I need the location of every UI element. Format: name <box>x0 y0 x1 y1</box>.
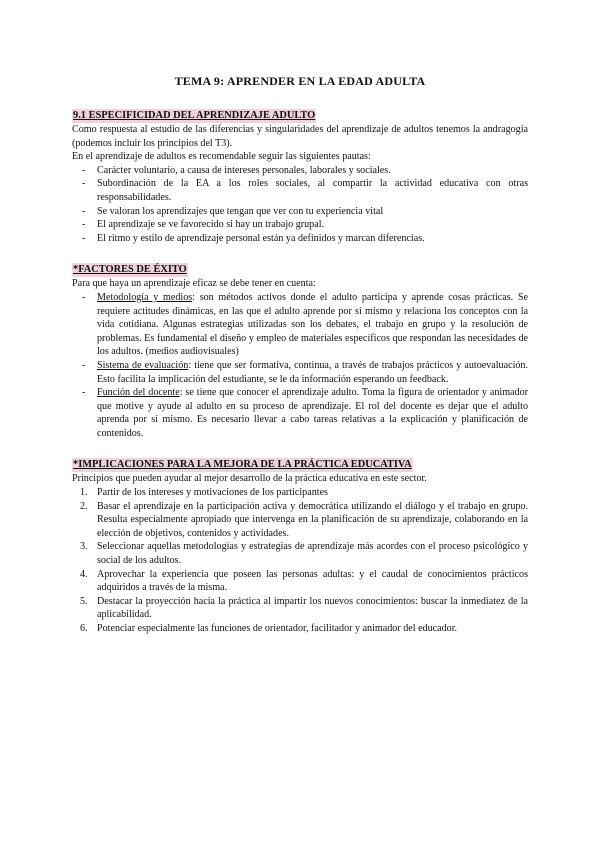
list-item: - Metodología y medios: son métodos activos donde el adulto participa y aprende cosas prácticas. Se requiere actitudes dinámicas, en las que el adulto aprende por sí mismo y relaciona los conceptos con la vida cotidiana. Algunas estrategias utilizadas son los debates, el trabajo en grupo y la resolución de problemas. Es fundamental el diseño y empleo de materiales específicos que respondan las necesidades de los adultos. (medios audiovisuales) <box>82 291 528 358</box>
item-term: Sistema de evaluación <box>97 359 189 371</box>
list-item: 3. Seleccionar aquellas metodologías y estrategias de aprendizaje más acordes con el proceso psicológico y social de los adultos. <box>80 541 528 567</box>
list-item: - Función del docente: se tiene que conocer el aprendizaje adulto. Toma la figura de orientador y animador que motive y ayude al adulto en su proceso de aprendizaje. El rol del docente es dejar que el adulto aprenda por sí mismo. Es necesario llevar a cabo tareas relativas a la explicación y planificación de contenidos. <box>82 387 528 439</box>
section-specificity <box>72 105 528 245</box>
section-lead: En el aprendizaje de adultos es recomendable seguir las siguientes pautas: <box>72 151 371 163</box>
list-item: 5. Destacar la proyección hacia la práctica al impartir los nuevos conocimientos: buscar la inmediatez de la aplicabilidad. <box>80 595 528 621</box>
bullet-list <box>72 291 528 441</box>
list-item: - Se valoran los aprendizajes que tengan que ver con tu experiencia vital <box>82 205 384 217</box>
list-item: 1. Partir de los intereses y motivaciones de los participantes <box>80 487 328 499</box>
list-item: - Carácter voluntario, a causa de intereses personales, laborales y sociales. <box>82 164 391 176</box>
list-item: - Sistema de evaluación: tiene que ser formativa, continua, a través de trabajos prácticos y autoevaluación. Esto facilita la implicación del estudiante, se le da información esperando un feedback. <box>82 359 528 385</box>
item-term: Metodología y medios <box>97 291 193 303</box>
section-heading: 9.1 ESPECIFICIDAD DEL APRENDIZAJE ADULTO <box>73 110 316 121</box>
list-item: 2. Basar el aprendizaje en la participación activa y democrática utilizando el diálogo y el trabajo en grupo. Resulta especialmente apropiado que intervenga en la planificación de su aprendizaje, colaborando en la elección de objetivos, contenidos y actividades. <box>80 500 528 539</box>
section-success-factors <box>72 259 528 440</box>
section-implications <box>72 454 528 635</box>
item-term: Función del docente <box>97 387 180 399</box>
section-heading: *IMPLICACIONES PARA LA MEJORA DE LA PRÁCTICA EDUCATIVA <box>73 459 412 471</box>
bullet-list <box>72 164 528 246</box>
section-heading: *FACTORES DE ÉXITO <box>73 264 187 276</box>
list-item: 4. Aprovechar la experiencia que poseen las personas adultas: y el caudal de conocimientos prácticos adquiridos a través de la misma. <box>80 568 528 594</box>
section-intro: Como respuesta al estudio de las diferencias y singularidades del aprendizaje de adultos tenemos la andragogía (podemos incluir los principios del T3). <box>72 124 528 149</box>
list-item: 6. Potenciar especialmente las funciones de orientador, facilitador y animador del educador. <box>80 623 458 634</box>
list-item: - Subordinación de la EA a los roles sociales, al compartir la actividad educativa con otras responsabilidades. <box>82 178 528 203</box>
page-title: TEMA 9: APRENDER EN LA EDAD ADULTA <box>174 74 426 88</box>
section-lead: Principios que pueden ayudar al mejor desarrollo de la práctica educativa en este sector. <box>72 473 427 485</box>
list-item: - El ritmo y estilo de aprendizaje personal están ya definidos y marcan diferencias. <box>82 232 425 244</box>
section-lead: Para que haya un aprendizaje eficaz se debe tener en cuenta: <box>72 278 316 290</box>
numbered-list <box>72 486 528 636</box>
list-item: - El aprendizaje se ve favorecido si hay un trabajo grupal. <box>82 219 325 231</box>
